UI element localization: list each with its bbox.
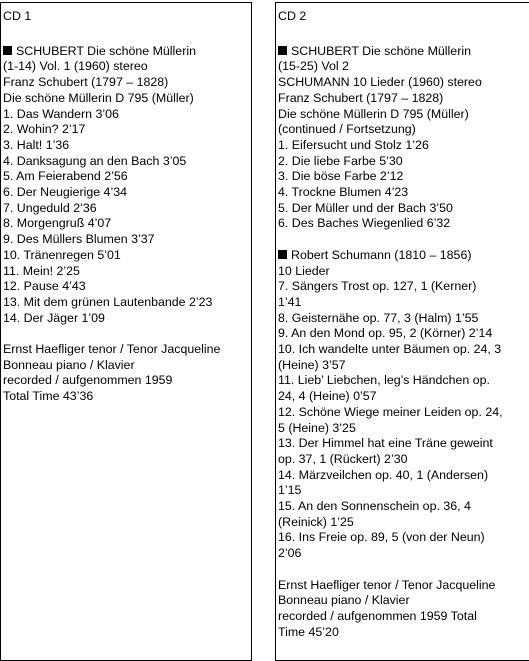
cd1-track-list — [3, 107, 251, 327]
cd2-total-time: Time 45’20 — [278, 624, 339, 639]
cd2-schumann-line: 5 (Heine) 3’25 — [278, 420, 356, 435]
cd2-schumann-line: 1’41 — [278, 294, 302, 309]
cd2-section-line: (15-25) Vol 2 — [278, 59, 349, 74]
cd1-track: 7. Ungeduld 2’36 — [3, 200, 97, 215]
cd2-schumann-line: 24, 4 (Heine) 0’57 — [278, 389, 377, 404]
cd2-track: 5. Der Müller und der Bach 3’50 — [278, 200, 453, 215]
cd2-column — [275, 2, 529, 661]
cd2-credit-line: Ernst Haefliger tenor / Tenor Jacqueline — [278, 577, 496, 592]
cd2-section-title — [278, 44, 529, 60]
cd2-credit-line: Bonneau piano / Klavier — [278, 593, 410, 608]
cd2-section-lines — [278, 59, 529, 138]
cd2-schumann-line: 12. Schöne Wiege meiner Leiden op. 24, — [278, 404, 503, 419]
cd1-track: 11. Mein! 2’25 — [3, 263, 80, 278]
cd1-track: 12. Pause 4’43 — [3, 279, 86, 294]
cd2-track: 6. Des Baches Wiegenlied 6’32 — [278, 216, 451, 231]
cd1-track: 10. Tränenregen 5’01 — [3, 247, 121, 262]
cd2-schumann-line: op. 37, 1 (Rückert) 2’30 — [278, 451, 408, 466]
cd2-track: 1. Eifersucht und Stolz 1’26 — [278, 137, 429, 152]
cd1-section-line: Franz Schubert (1797 – 1828) — [3, 75, 169, 90]
cd1-track: 6. Der Neugierige 4’34 — [3, 185, 127, 200]
cd2-section-line: Franz Schubert (1797 – 1828) — [278, 90, 444, 105]
cd2-schumann-line: 11. Lieb’ Liebchen, leg’s Händchen op. — [278, 373, 490, 388]
cd2-schumann-line: 10. Ich wandelte unter Bäumen op. 24, 3 — [278, 342, 502, 357]
cd2-schumann-line: 15. An den Sonnenschein op. 36, 4 — [278, 499, 471, 514]
cd1-credit-line: recorded / aufgenommen 1959 — [3, 373, 173, 388]
cd1-total-time: Total Time 43’36 — [3, 389, 94, 404]
cd2-section-line: SCHUMANN 10 Lieder (1960) stereo — [278, 75, 482, 90]
cd2-section-line: Die schöne Müllerin D 795 (Müller) — [278, 106, 469, 121]
cd2-schumann-title — [278, 248, 529, 264]
cd2-schumann-line: (Heine) 3’57 — [278, 357, 346, 372]
cd2-schumann-line: 1’15 — [278, 483, 302, 498]
cd1-track: 8. Morgengruß 4’07 — [3, 216, 112, 231]
cd2-schumann-line: 9. An den Mond op. 95, 2 (Körner) 2’14 — [278, 326, 493, 341]
square-bullet-icon — [278, 250, 287, 259]
square-bullet-icon — [278, 46, 287, 55]
cd1-section-title-text: SCHUBERT Die schöne Müllerin — [16, 43, 196, 58]
cd1-track: 13. Mit dem grünen Lautenbande 2’23 — [3, 294, 213, 309]
cd1-track: 3. Halt! 1’36 — [3, 137, 70, 152]
cd2-credits — [278, 578, 529, 641]
cd2-schumann-line: 8. Geisternähe op. 77, 3 (Halm) 1’55 — [278, 310, 479, 325]
cd2-schumann-title-text: Robert Schumann (1810 – 1856) — [291, 247, 472, 262]
cd2-credit-line: recorded / aufgenommen 1959 Total — [278, 608, 477, 623]
cd2-schumann-line: 7. Sängers Trost op. 127, 1 (Kerner) — [278, 279, 477, 294]
cd2-track-list — [278, 138, 529, 232]
cd1-credit-line: Bonneau piano / Klavier — [3, 357, 135, 372]
cd1-column — [0, 2, 252, 661]
cd1-section-lines — [3, 59, 251, 106]
cd2-schumann-list — [278, 264, 529, 562]
cd1-section-line: (1-14) Vol. 1 (1960) stereo — [3, 59, 148, 74]
cd1-track: 2. Wohin? 2’17 — [3, 122, 86, 137]
cd1-track: 4. Danksagung an den Bach 3’05 — [3, 153, 187, 168]
cd2-schumann-line: 10 Lieder — [278, 263, 330, 278]
square-bullet-icon — [3, 46, 12, 55]
cd1-track: 14. Der Jäger 1’09 — [3, 310, 105, 325]
cd2-section-line: (continued / Fortsetzung) — [278, 122, 416, 137]
cd2-header: CD 2 — [278, 9, 307, 23]
cd1-track: 1. Das Wandern 3’06 — [3, 106, 119, 121]
cd1-section-line: Die schöne Müllerin D 795 (Müller) — [3, 90, 194, 105]
cd1-track: 5. Am Feierabend 2’56 — [3, 169, 128, 184]
cd2-track: 3. Die böse Farbe 2’12 — [278, 169, 404, 184]
cd2-track: 4. Trockne Blumen 4’23 — [278, 185, 409, 200]
cd2-track: 2. Die liebe Farbe 5’30 — [278, 153, 403, 168]
cd2-schumann-line: 14. Märzveilchen op. 40, 1 (Andersen) — [278, 467, 489, 482]
cd2-schumann-line: 13. Der Himmel hat eine Träne geweint — [278, 436, 493, 451]
cd1-section-title — [3, 44, 251, 60]
cd1-header: CD 1 — [3, 9, 32, 23]
cd1-credit-line: Ernst Haefliger tenor / Tenor Jacqueline — [3, 342, 221, 357]
cd2-schumann-line: 16. Ins Freie op. 89, 5 (von der Neun) — [278, 530, 485, 545]
cd1-credits — [3, 342, 251, 405]
cd2-section-title-text: SCHUBERT Die schöne Müllerin — [291, 43, 471, 58]
cd2-schumann-line: (Reinick) 1’25 — [278, 514, 354, 529]
cd2-schumann-line: 2’06 — [278, 546, 302, 561]
cd1-track: 9. Des Müllers Blumen 3’37 — [3, 232, 155, 247]
